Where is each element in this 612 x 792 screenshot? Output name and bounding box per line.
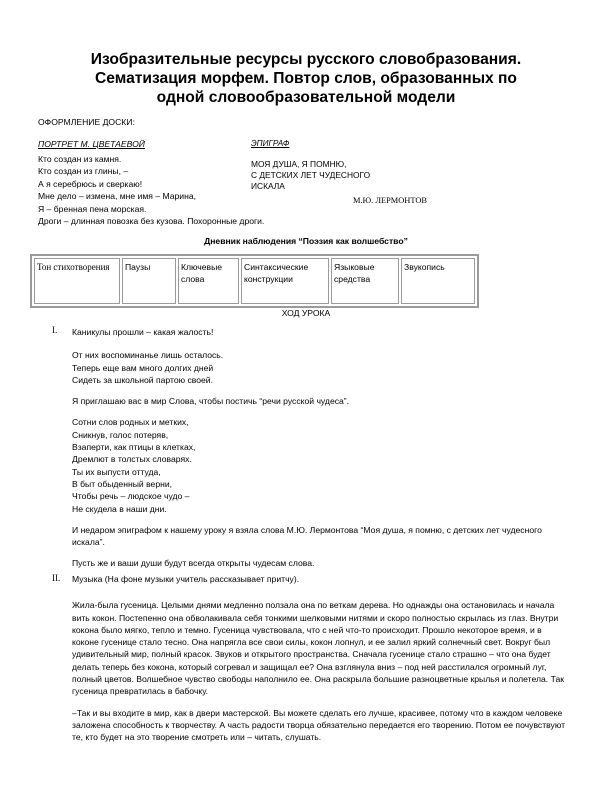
section-number: II. [52,573,61,583]
table-header-cell: Паузы [122,258,176,304]
parable-paragraph: Жила-была гусеница. Целыми днями медленно ползала она по веткам дерева. Но однажды она остановилась и начала вить кокон. Постепенно она обволакивала себя тонкими шелковыми нитями и скоро полностью скрылась из глаз. Внутри кокона было мягко, тепло и темно. Гусеница чувствовала, что с ней что-то происходит. Прошло некоторое время, и в коконе гусенице стало тесно. Она напрягла все свои силы, кокон лопнул, и ее залил яркий солнечный свет. Вокруг был удивительный мир, полный красок. Звуков и открытого пространства. Сначала гусенице стало страшно – что она будет делать теперь без кокона, который согревал и защищал ее? Она взглянула вниз – под ней расстилался огромный луг, полный цветов. Волшебное чувство свободы наполнило ее. Она раскрыла большие разноцветные крылья и полетела. Так гусеница превратилась в бабочку. [72,600,564,697]
lesson-heading: ХОД УРОКА [281,308,331,318]
board-label: ОФОРМЛЕНИЕ ДОСКИ: [38,117,135,127]
epigraph-note: И недаром эпиграфом к нашему уроку я взяла слова М.Ю. Лермонтова “Моя душа, я помню, с детских лет чудесного искала”. [72,524,542,548]
stanza-line: Сидеть за школьной партою своей. [72,374,213,385]
table-header-cell: Языковые средства [331,258,399,304]
portrait-title: ПОРТРЕТ М. ЦВЕТАЕВОЙ [38,139,145,149]
table-header-cell: Тон стихотворения [34,258,120,304]
epigraph-author: М.Ю. ЛЕРМОНТОВ [353,196,427,205]
table-header-cell: Ключевые слова [178,258,239,304]
diary-title: Дневник наблюдения “Поэзия как волшебство” [204,236,408,246]
stanza-line: От них воспоминанье лишь осталось. [72,350,224,361]
section-2 [72,573,570,744]
title-line: одной словообразовательной модели [156,89,456,106]
epigraph-line: МОЯ ДУША, Я ПОМНЮ, [251,159,347,169]
closing-paragraph: –Так и вы входите в мир, как в двери мастерской. Вы можете сделать его лучше, красивее, потому что в каждом человеке заложена способность к творчеству. А часть радости творца обязательно передается его творению. Потом ее почувствуют те, кто будет на это творение смотреть или – читать, слушать. [72,707,566,743]
poem-line: Я – бренная пена морская. [38,203,147,214]
stanza-line: Сникнув, голос потеряв, [72,429,169,440]
epigraph-line: ИСКАЛА [251,181,285,191]
stanza-line: Не скудела в наши дни. [72,503,167,514]
invite-line: Я приглашаю вас в мир Слова, чтобы постичь “речи русской чудеса”. [72,396,350,407]
section-2-heading: Музыка (На фоне музыки учитель рассказывает притчу). [72,574,300,584]
wish-line: Пусть же и ваши души будут всегда открыты чудесам слова. [72,558,315,569]
portrait-poem [38,153,196,215]
diary-table [30,254,479,308]
table-header-cell: Звукопись [401,258,475,304]
stanza-line: Взаперти, как птицы в клетках, [72,442,196,453]
section-1 [72,326,570,570]
table-row [34,258,475,304]
poem-line: Мне дело – измена, мне имя – Марина, [38,191,197,202]
stanza-line: Чтобы речь – людское чудо – [72,491,190,502]
stanza-line: В быт обыденный верни, [72,478,173,489]
page-title [0,50,612,107]
stanza-line: Дремлют в толстых словарях. [72,454,192,465]
epigraph-line: С ДЕТСКИХ ЛЕТ ЧУДЕСНОГО [251,170,371,180]
title-line: Изобразительные ресурсы русского словобразования. [90,51,522,68]
poem-line: Кто создан из камня. [38,154,122,164]
table-header-cell: Синтаксические конструкции [241,258,329,304]
title-line: Сематизация морфем. Повтор слов, образованных по [95,70,517,87]
stanza-line: Ты их выпусти оттуда, [72,466,161,477]
roads-definition: Дроги – длинная повозка без кузова. Похоронные дроги. [38,216,265,226]
opening-line: Каникулы прошли – какая жалость! [72,327,214,337]
stanza-line: Теперь еще вам много долгих дней [72,362,214,373]
epigraph-title: ЭПИГРАФ [251,139,290,148]
poem-line: Кто создан из глины, – [38,166,129,177]
stanza-line: Сотни слов родных и метких, [72,417,189,428]
epigraph-text [251,159,370,192]
poem-line: А я серебрюсь и сверкаю! [38,178,143,189]
section-number: I. [52,325,58,335]
